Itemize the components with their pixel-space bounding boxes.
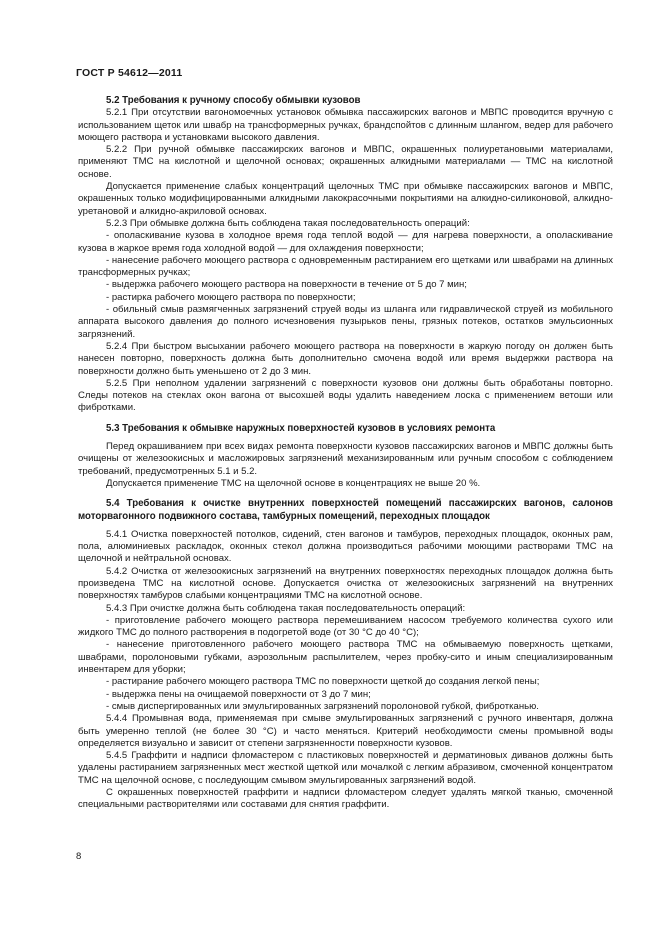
document-body [78,95,613,812]
document-header: ГОСТ Р 54612—2011 [76,67,183,79]
list-item: - приготовление рабочего моющего раствора перемешиванием насосом требуемого количества сухого или жидкого ТМС до полного растворения в подогретой воде (от 30 °С до 40 °С); [78,614,613,639]
paragraph: 5.4.1 Очистка поверхностей потолков, сидений, стен вагонов и тамбуров, переходных площадок, оконных рам, пола, алюминиевых раскладок, оконных стекол должна производиться рабочими моющими растворами ТМС на щелочной и нейтральной основах. [78,528,613,565]
list-item: - выдержка рабочего моющего раствора на поверхности в течение от 5 до 7 мин; [106,279,467,291]
page-number: 8 [76,851,82,862]
paragraph: Допускается применение ТМС на щелочной основе в концентрациях не выше 20 %. [106,477,481,489]
list-item: - выдержка пены на очищаемой поверхности от 3 до 7 мин; [106,688,371,700]
section-heading-5-3: 5.3 Требования к обмывке наружных поверхностей кузовов в условиях ремонта [106,422,496,434]
paragraph: 5.4.4 Промывная вода, применяемая при смыве эмульгированных загрязнений с ручного инвентаря, должна быть умеренно теплой (не более 30 °С) и часто меняться. Критерий необходимости смены промывной воды определяется визуально и зависит от степени загрязненности поверхности кузовов. [78,713,613,749]
paragraph: 5.4.3 При очистке должна быть соблюдена такая последовательность операций: [106,602,466,614]
paragraph: 5.2.2 При ручной обмывке пассажирских вагонов и МВПС, окрашенных полиуретановыми материалами, применяют ТМС на кислотной и щелочной основах; окрашенных алкидными материалами — ТМС на кислотной основе. [78,144,613,180]
list-item: - обильный смыв размягченных загрязнений струей воды из шланга или гидравлической струей из мобильного аппарата высокого давления до полного исчезновения пузырьков пены, грязных потеков, остатков эмульсионных загрязнений. [78,304,613,340]
paragraph: 5.4.2 Очистка от железоокисных загрязнений на внутренних поверхностях переходных площадок должна быть произведена ТМС на кислотной основе. Допускается очистка от железоокисных загрязнений на внутренних поверхностях тамбуров слабыми концентрациями ТМС на кислотной основе. [78,565,613,602]
paragraph: Допускается применение слабых концентраций щелочных ТМС при обмывке пассажирских вагонов и МВПС, окрашенных только модифицированными алкидными лакокрасочными покрытиями на алкидно-силиконовой, алкидно-уретановой и алкидно-акриловой основах. [78,181,613,217]
paragraph: Перед окрашиванием при всех видах ремонта поверхности кузовов пассажирских вагонов и МВПС должны быть очищены от железоокисных и масложировых загрязнений механизированным или ручным способом с соблюдением требований, предусмотренных 5.1 и 5.2. [78,441,613,477]
paragraph: 5.4.5 Граффити и надписи фломастером с пластиковых поверхностей и дерматиновых диванов должны быть удалены растиранием загрязненных мест жесткой щеткой или мочалкой с легким абразивом, смоченной концентратом ТМС на щелочной основе, с последующим смывом эмульгированных загрязнений водой. [78,750,613,786]
paragraph: С окрашенных поверхностей граффити и надписи фломастером следует удалять мягкой тканью, смоченной специальными растворителями или составами для снятия граффити. [78,787,613,811]
paragraph: 5.2.1 При отсутствии вагономоечных установок обмывка пассажирских вагонов и МВПС проводится вручную с использованием щеток или швабр на трансформерных ручках, брандспойтов с длинным шлангом, ведер для рабочего моющего раствора и установками высокого давления. [78,107,613,143]
list-item: - ополаскивание кузова в холодное время года теплой водой — для нагрева поверхности, а ополаскивание кузова в жаркое время года холодной водой — для охлаждения поверхности; [78,230,613,254]
section-heading-5-4: 5.4 Требования к очистке внутренних поверхностей помещений пассажирских вагонов, салонов моторвагонного подвижного состава, тамбурных помещений, переходных площадок [78,498,613,522]
paragraph: 5.2.4 При быстром высыхании рабочего моющего раствора на поверхности в жаркую погоду он должен быть нанесен повторно, поверхность должна быть дополнительно смочена водой или время выдержки раствора на поверхности должно быть уменьшено от 2 до 3 мин. [78,340,613,377]
list-item: - нанесение приготовленного рабочего моющего раствора ТМС на обмываемую поверхность щетками, швабрами, поролоновыми губками, аэрозольным распылителем, через пробку-сито и иным специализированным инвентарем для уборки; [78,639,613,676]
paragraph: 5.2.5 При неполном удалении загрязнений с поверхности кузовов они должны быть обработаны повторно. Следы потеков на стеклах окон вагона от высохшей воды удалить наведением лоска с применением ветоши или фибротками. [78,377,613,414]
list-item: - растирка рабочего моющего раствора по поверхности; [106,291,356,303]
paragraph: 5.2.3 При обмывке должна быть соблюдена такая последовательность операций: [106,217,470,229]
list-item: - смыв диспергированных или эмульгированных загрязнений поролоновой губкой, фибротканью. [106,700,539,712]
list-item: - нанесение рабочего моющего раствора с одновременным растиранием его щетками или швабрами на длинных трансформерных ручках; [78,254,613,279]
section-heading-5-2: 5.2 Требования к ручному способу обмывки кузовов [106,95,361,106]
list-item: - растирание рабочего моющего раствора ТМС по поверхности щеткой до создания легкой пены; [106,676,540,688]
